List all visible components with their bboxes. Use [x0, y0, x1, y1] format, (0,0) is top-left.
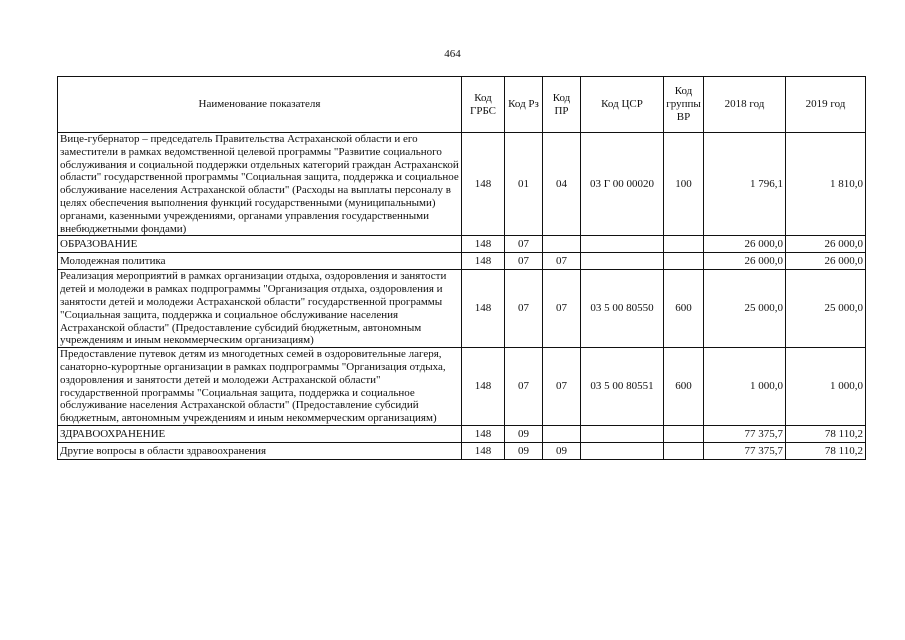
row-csr: 03 5 00 80550 — [581, 270, 664, 348]
header-vr: Код группы ВР — [664, 77, 704, 133]
row-pr: 04 — [543, 133, 581, 236]
row-2018: 26 000,0 — [704, 236, 786, 253]
row-2018: 77 375,7 — [704, 425, 786, 442]
row-2019: 1 810,0 — [786, 133, 866, 236]
row-grbs: 148 — [462, 442, 505, 459]
header-name: Наименование показателя — [58, 77, 462, 133]
row-2019: 26 000,0 — [786, 253, 866, 270]
row-rz: 01 — [505, 133, 543, 236]
row-name: Молодежная политика — [58, 253, 462, 270]
row-2018: 1 796,1 — [704, 133, 786, 236]
row-name: ЗДРАВООХРАНЕНИЕ — [58, 425, 462, 442]
row-csr: 03 Г 00 00020 — [581, 133, 664, 236]
row-grbs: 148 — [462, 425, 505, 442]
row-name: Предоставление путевок детям из многодетных семей в оздоровительные лагеря, санаторно-курортные организации в рамках подпрограммы "Организация отдыха, оздоровления и занятости детей и молодежи Астраханской области" государственной программы "Социальная защита, поддержка и социальное обслуживание населения Астраханской области" (Предоставление субсидий бюджетным, автономным учреждениям и иным некоммерческим организациям) — [58, 348, 462, 426]
row-pr: 07 — [543, 270, 581, 348]
table-row — [58, 133, 866, 236]
row-csr — [581, 236, 664, 253]
header-2018: 2018 год — [704, 77, 786, 133]
row-rz: 09 — [505, 425, 543, 442]
table-row — [58, 425, 866, 442]
row-2018: 1 000,0 — [704, 348, 786, 426]
row-grbs: 148 — [462, 133, 505, 236]
row-name: ОБРАЗОВАНИЕ — [58, 236, 462, 253]
row-vr: 600 — [664, 348, 704, 426]
table-row — [58, 270, 866, 348]
row-pr: 07 — [543, 348, 581, 426]
row-vr: 100 — [664, 133, 704, 236]
row-2018: 25 000,0 — [704, 270, 786, 348]
row-vr — [664, 425, 704, 442]
row-rz: 07 — [505, 236, 543, 253]
row-rz: 07 — [505, 253, 543, 270]
row-csr — [581, 425, 664, 442]
row-rz: 09 — [505, 442, 543, 459]
row-rz: 07 — [505, 348, 543, 426]
page-number: 464 — [444, 48, 461, 60]
row-rz: 07 — [505, 270, 543, 348]
row-pr: 07 — [543, 253, 581, 270]
header-2019: 2019 год — [786, 77, 866, 133]
row-vr — [664, 442, 704, 459]
table-row — [58, 236, 866, 253]
row-2018: 26 000,0 — [704, 253, 786, 270]
table-row — [58, 253, 866, 270]
row-name: Вице-губернатор – председатель Правительства Астраханской области и его заместители в рамках ведомственной целевой программы "Развитие социального обслуживания и социальной поддержки отдельных категорий граждан Астраханской области" государственной программы "Социальная защита, поддержка и социальное обслуживание населения Астраханской области" (Расходы на выплаты персоналу в целях обеспечения выполнения функций государственными (муниципальными) органами, казенными учреждениями, органами управления государственными внебюджетными фондами) — [58, 133, 462, 236]
table-row — [58, 348, 866, 426]
row-grbs: 148 — [462, 348, 505, 426]
header-pr: Код ПР — [543, 77, 581, 133]
row-csr — [581, 253, 664, 270]
row-grbs: 148 — [462, 236, 505, 253]
row-2018: 77 375,7 — [704, 442, 786, 459]
row-csr: 03 5 00 80551 — [581, 348, 664, 426]
row-grbs: 148 — [462, 270, 505, 348]
header-rz: Код Рз — [505, 77, 543, 133]
row-pr — [543, 425, 581, 442]
header-grbs: Код ГРБС — [462, 77, 505, 133]
row-vr: 600 — [664, 270, 704, 348]
row-2019: 26 000,0 — [786, 236, 866, 253]
row-csr — [581, 442, 664, 459]
row-pr: 09 — [543, 442, 581, 459]
row-vr — [664, 253, 704, 270]
table-row — [58, 442, 866, 459]
row-2019: 1 000,0 — [786, 348, 866, 426]
row-2019: 78 110,2 — [786, 425, 866, 442]
table-header-row — [58, 77, 866, 133]
row-grbs: 148 — [462, 253, 505, 270]
row-vr — [664, 236, 704, 253]
budget-table — [57, 76, 866, 460]
row-2019: 78 110,2 — [786, 442, 866, 459]
row-name: Другие вопросы в области здравоохранения — [58, 442, 462, 459]
row-name: Реализация мероприятий в рамках организации отдыха, оздоровления и занятости детей и молодежи в рамках подпрограммы "Организация отдыха, оздоровления и занятости детей и молодежи Астраханской области" государственной программы "Социальная защита, поддержка и социальное обслуживание населения Астраханской области" (Предоставление субсидий бюджетным, автономным учреждениям и иным некоммерческим организациям) — [58, 270, 462, 348]
header-csr: Код ЦСР — [581, 77, 664, 133]
row-pr — [543, 236, 581, 253]
row-2019: 25 000,0 — [786, 270, 866, 348]
